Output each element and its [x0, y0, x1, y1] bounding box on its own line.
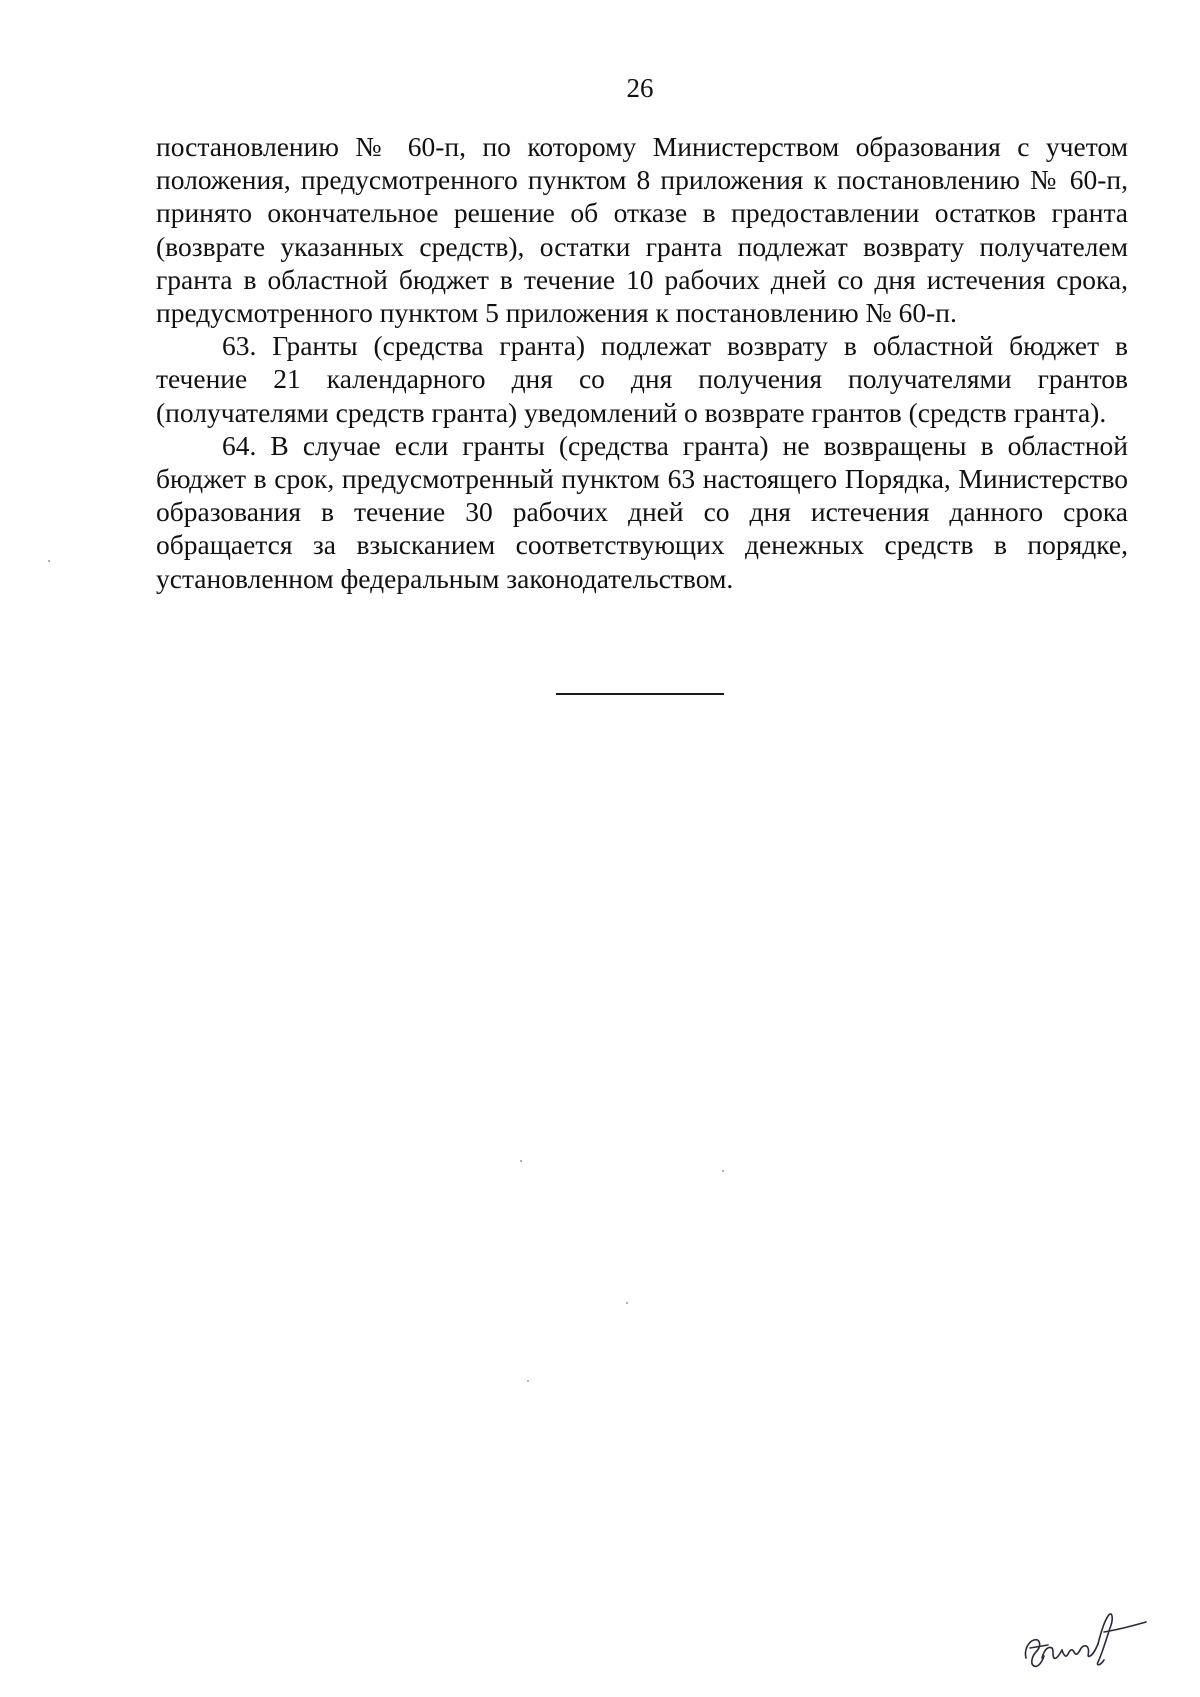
scan-speck	[722, 1170, 724, 1172]
scan-speck	[527, 1380, 529, 1382]
end-of-text-rule	[556, 693, 724, 695]
scan-speck	[48, 560, 50, 562]
handwritten-signature	[1020, 1592, 1150, 1672]
paragraph-continuation: постановлению № 60-п, по которому Министерством образования с учетом положения, предусмотренного пунктом 8 приложения к постановлению № 60-п, принято окончательное решение об отказе в предоставлении остатков гранта (возврате указанных средств), остатки гранта подлежат возврату получателем гранта в областной бюджет в течение 10 рабочих дней со дня истечения срока, предусмотренного пунктом 5 приложения к постановлению № 60-п.	[156, 131, 1128, 329]
scan-speck	[626, 1302, 628, 1304]
paragraph-64: 64. В случае если гранты (средства гранта) не возвращены в областной бюджет в срок, предусмотренный пунктом 63 настоящего Порядка, Министерство образования в течение 30 рабочих дней со дня истечения данного срока обращается за взысканием соответствующих денежных средств в порядке, установленном федеральным законодательством.	[156, 429, 1128, 594]
document-body	[156, 130, 1128, 595]
page-number: 26	[626, 73, 654, 103]
paragraph-63: 63. Гранты (средства гранта) подлежат возврату в областной бюджет в течение 21 календарного дня со дня получения получателями грантов (получателями средств гранта) уведомлений о возврате грантов (средств гранта).	[156, 330, 1128, 428]
scan-speck	[520, 1160, 522, 1162]
